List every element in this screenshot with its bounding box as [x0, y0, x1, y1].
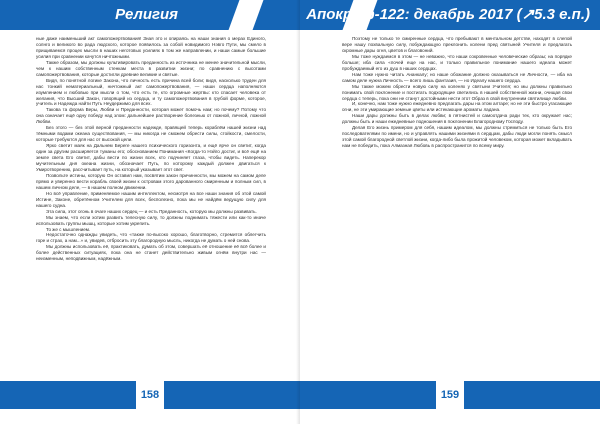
- left-footer-strip: [0, 409, 300, 424]
- left-paragraph: Также образом, мы должны культивировать преданность из источника не менее значительной мысли, чем к нашим собственным стенкам места в развитии жизни; по сравнению с высотами самопожертвования, которые достигли древние великие и святые.: [36, 59, 266, 77]
- left-page-body: [36, 36, 266, 262]
- right-page: [300, 0, 600, 424]
- left-paragraph: Мы должны использовать её, практиковать, думать об этом, совершать её отношение её всё более и более действенных ситуациях, пока она не станет действительно живым огнём внутри нас — неизменным, неподвижным, надёжным.: [36, 244, 266, 262]
- right-footer-strip: [300, 409, 600, 424]
- right-paragraph: Мы тоже нуждаемся в этом — не неважно, что наши сокровенные человеческие образы; на порядке больше; иба сила «почей еще на нас, и только правильное понимание нашего идеала может пробуждаемый его из душ в наших сердцах.: [342, 53, 572, 71]
- left-header-accent: [229, 0, 264, 30]
- left-paragraph: Мы знаем, что если хотим развить телесную силу, то должны поднимать тяжести или как-то иначе использовать группы мышц, которые хотим укрепить.: [36, 214, 266, 226]
- right-page-body: [342, 36, 572, 149]
- left-header-bar: [0, 0, 300, 30]
- left-paragraph: Ярко светит маяк на Дальнем Береге нашего психического горизонта, и ещё ярче он светит, когда один за другим расширяется туманы его; обоснованием Понимания «Когда-то Нэйго достиг, и всё ещё на земле света Его светит, дабы вести по жизни всех, кто подчиняет глаза, чтобы видеть. Наперекор мучительным дня океана жизни, обозначает Путь, по которому каждый должен двигаться к Умиротворению, рассчитывает путь, на который указывает этот свет.: [36, 143, 266, 172]
- right-paragraph: Мы также можем обрести новую силу на коленях у святыни Учителя; но мы должны правильно понимать свой поклонение и постигать подходящие светились в нашей собственной жизни, очищая свои сердца с теперь, пока они не станут достойными нести этот Образ в свой внутренним святилище любви.: [342, 83, 572, 101]
- left-paragraph: Видя, по понятной логике Закона, что личность есть причина всей боли; видя, насколько труден для нас тонкий нематериальный, ничтожный акт самопожертвования, — наши сердца наполняются изумлением и любовью при мысли о том, что есть те, кто огромные жертвы: кто спасает человека от желания, что Высший Закон, говорящий из сердца, и ту самопожертвования в грубой форме, которое, учитель и Надежда найти Путь Неудержимо для всех.: [36, 77, 266, 107]
- left-paragraph: ные даже наименьший акт самопожертвования! Зная это и опираясь на наши знания о мерах Единого, солнго и великого во рада людского, которое появилось за собой новидимого Нэвго Пути, мы смело в прищиваемся процех мысли в наших неготовых усилиях в том же направлении, и наши самые большие усилия при сравнении качутся ничтожными.: [36, 36, 266, 59]
- left-paragraph: То же с мышлением.: [46, 226, 91, 232]
- right-header-bar: [300, 0, 600, 30]
- right-paragraph: Наши дары должны быть в делах любви; в пятнистей и самоотдача ради тех, кто окружает нас; должны быть и наши ежедневные подношения в поклонении Благородному Господу.: [342, 113, 572, 125]
- left-header-title: Религия: [115, 6, 178, 23]
- right-paragraph: Нам тоже нужно читать Ананкалу; но наше обожание должно оказываться не Личности, — иба на самом деле нужна Личность — всего лишь фантазия, — но Идеалу нашего сердца.: [342, 71, 572, 83]
- right-paragraph: Делая Его жизнь примером для себя, нашим идеалом, мы должны стремиться не только быть Его последователями по имени, но и управлять нашими жизнями в сердцам, дабы люди могли понять смысл этой самой благородной светлой жизни, когда-либо была прожитой человеком, которая может вкладывать нам не победить, пока Алмазная Любовь в распространится по всему миру.: [342, 125, 572, 149]
- right-paragraph: Поэтому не только те смиренные сердца, что пребывают в ментальном детстве, находят в слепой вере нашу похвальную силу, побуждающую преклонить колени пред святыней Учителя и предлагать скромные дары огня, цветов и благовоний.: [342, 36, 572, 53]
- right-page-number: 159: [436, 381, 464, 409]
- left-paragraph: Недостаточно однажды увидеть, что «также по-высоко хорошо, благотворно, стремится облегчить горе и страх, а нам...» и, увидев, отбросить эту благородную мысль, никогда не думать о ней снова.: [36, 232, 266, 244]
- left-paragraph: Позвольте истины, которую Он оставил нам, посвятим закон причинности, мы можем на самом деле прямо и уверенно вести корабль своей жизни к островам этого дарованного смиренным и полным сил, в нашем личном деле, — в нашем полном движении.: [36, 172, 266, 190]
- right-header-title: Апокриф-122: декабрь 2017 (↗5.3 е.п.): [306, 6, 590, 23]
- left-paragraph: Эта сила, этот огонь в очаге наших сердец — и есть Преданность, которую мы должны развивать.: [46, 208, 257, 214]
- left-paragraph: Такова та форма Веры, Любви и Преданности, которая может помочь нам; но почему? Потому что она означает ещё одну победу над злом: дальнейшее растворение болезнью от ложной, личной, ложной Любви.: [36, 107, 266, 125]
- left-page-number: 158: [136, 381, 164, 409]
- left-paragraph: Но всё управление, применяемое нашим интеллектом, несмотря на все наши знания об этой самой Истине, Законе, обретённом Учителем для всех, бесполезно, пока мы не найдём ведущую силу для нашего судна.: [36, 190, 266, 208]
- right-paragraph: И, конечно, нам тоже нужно ежедневно предлагать дары на этом алтаре; но не эти быстро угасающие огни, не эти умирающие земные цветы или истекающие ароматы ладана.: [342, 101, 572, 113]
- left-paragraph: Без этого — без этой верной преданности надежде, правящей теперь кораблём нашей жизни над тёмными водами океана существования, — мы никогда не сможем обрести силы, стойкости, смелости, которые требуются для нас от высокой цели.: [36, 125, 266, 143]
